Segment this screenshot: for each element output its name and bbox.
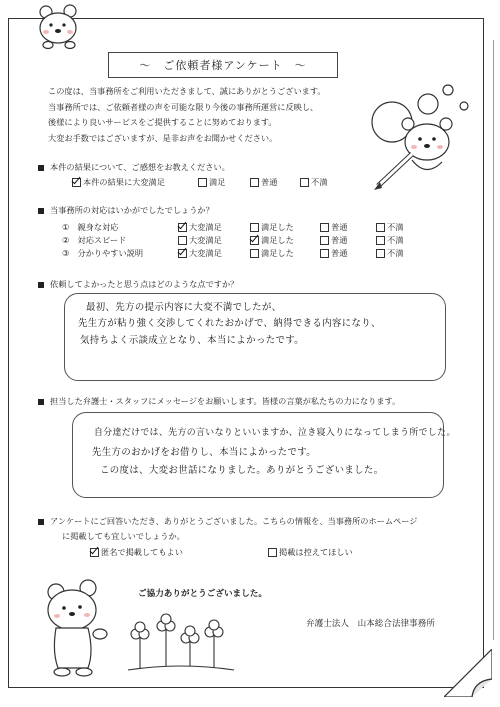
option-label: 満足した (261, 222, 294, 232)
q4-answer-line: 自分達だけでは、先方の言いなりといいますか、泣き寝入りになってしまう所でした。 (94, 428, 456, 438)
checkbox-checked[interactable] (178, 223, 187, 232)
clover-icon (126, 612, 236, 672)
page-title-text: ～ ご依頼者様アンケート ～ (139, 59, 307, 72)
q1-option-dissatisfied[interactable] (300, 177, 327, 188)
q2-row3-dissatisfied[interactable] (376, 248, 403, 259)
q2-row1-very-satisfied[interactable] (178, 222, 222, 233)
option-label: 普通 (331, 222, 348, 232)
q2-row1-normal[interactable] (320, 222, 347, 233)
q2-row3-very-satisfied[interactable] (178, 248, 222, 259)
q5-heading-text: アンケートにご回答いただき、ありがとうございました。こちらの情報を、当事務所のホームページ (50, 516, 418, 526)
checkbox[interactable] (320, 249, 329, 258)
checkbox[interactable] (376, 249, 385, 258)
q2-heading-text: 当事務所の対応はいかがでしたでしょうか？ (50, 205, 214, 215)
q5-option-decline[interactable] (268, 547, 353, 558)
option-label: 匿名で掲載してもよい (101, 547, 183, 557)
sheet-edge (487, 40, 494, 640)
checkbox[interactable] (300, 178, 309, 187)
option-label: 満足した (261, 235, 294, 245)
option-label: 不満 (387, 248, 404, 258)
checkbox-checked[interactable] (72, 178, 81, 187)
page-title (108, 52, 338, 78)
option-label: 満足 (209, 177, 226, 187)
option-label: 普通 (331, 235, 348, 245)
checkbox[interactable] (320, 236, 329, 245)
thanks-message: ご協力ありがとうございました。 (138, 589, 267, 599)
q1-option-very-satisfied[interactable] (72, 177, 165, 188)
intro-text (48, 84, 368, 146)
checkbox-checked[interactable] (178, 249, 187, 258)
checkbox-checked[interactable] (250, 236, 259, 245)
option-label: 満足した (261, 248, 294, 258)
q1-option-normal[interactable] (250, 177, 277, 188)
q2-heading (38, 205, 214, 216)
square-bullet-icon (38, 282, 44, 288)
q2-row3-normal[interactable] (320, 248, 347, 259)
q2-row-label: ① 親身な対応 (62, 222, 119, 232)
q4-answer-line: この度は、大変お世話になりました。ありがとうございました。 (100, 465, 384, 476)
q1-heading (38, 162, 230, 173)
checkbox[interactable] (178, 236, 187, 245)
q2-row3-satisfied[interactable] (250, 248, 294, 259)
option-label: 普通 (331, 248, 348, 258)
page-curl-icon (444, 649, 492, 697)
option-label: 大変満足 (189, 248, 222, 258)
bear-pencil-icon (368, 82, 480, 192)
square-bullet-icon (38, 208, 44, 214)
checkbox[interactable] (268, 548, 277, 557)
q4-answer-line: 先生方のおかげをお借りし、本当によかったです。 (92, 447, 317, 458)
square-bullet-icon (38, 399, 44, 405)
q1-heading-text: 本件の結果について、ご感想をお教えください。 (50, 162, 230, 172)
q2-row1-dissatisfied[interactable] (376, 222, 403, 233)
q4-heading-text: 担当した弁護士・スタッフにメッセージをお願いします。皆様の言葉が私たちの力になります。 (50, 396, 401, 406)
q2-row2-dissatisfied[interactable] (376, 235, 403, 246)
intro-line: この度は、当事務所をご利用いただきまして、誠にありがとうございます。 (48, 86, 326, 96)
square-bullet-icon (38, 165, 44, 171)
q2-row2-satisfied[interactable] (250, 235, 294, 246)
option-label: 掲載は控えてほしい (279, 547, 353, 557)
q2-row-label: ③ 分かりやすい説明 (62, 248, 144, 258)
checkbox[interactable] (250, 223, 259, 232)
q1-option-satisfied[interactable] (198, 177, 225, 188)
q2-row-label: ② 対応スピード (62, 235, 127, 245)
bear-top-icon (34, 4, 86, 50)
bear-bottom-icon (34, 572, 124, 682)
q3-heading-text: 依頼してよかったと思う点はどのような点ですか？ (50, 279, 239, 289)
intro-line: 当事務所では、ご依頼者様の声を可能な限り今後の事務所運営に反映し、 (48, 101, 319, 112)
q3-answer-line: 気持ちよく示談成立となり、本当によかったです。 (80, 335, 305, 346)
checkbox[interactable] (376, 236, 385, 245)
option-label: 大変満足 (189, 235, 222, 245)
option-label: 大変満足 (189, 222, 222, 232)
checkbox[interactable] (320, 223, 329, 232)
option-label: 本件の結果に大変満足 (83, 177, 165, 187)
checkbox[interactable] (250, 249, 259, 258)
firm-name: 弁護士法人 山本総合法律事務所 (306, 619, 435, 629)
checkbox[interactable] (250, 178, 259, 187)
q2-row2-normal[interactable] (320, 235, 347, 246)
option-label: 不満 (311, 177, 328, 187)
q2-row2-very-satisfied[interactable] (178, 235, 222, 246)
q5-heading (38, 516, 417, 527)
intro-line: 後様により良いサービスをご提供することに努めております。 (48, 117, 277, 127)
option-label: 不満 (387, 222, 404, 232)
q3-heading (38, 279, 238, 290)
checkbox[interactable] (198, 178, 207, 187)
square-bullet-icon (38, 519, 44, 525)
checkbox-checked[interactable] (90, 548, 99, 557)
checkbox[interactable] (376, 223, 385, 232)
q2-row1-satisfied[interactable] (250, 222, 294, 233)
intro-line: 大変お手数ではございますが、是非お声をお聞かせください。 (48, 132, 278, 143)
q3-answer-line: 最初、先方の提示内容に大変不満でしたが、 (86, 302, 282, 313)
q4-heading (38, 396, 400, 407)
option-label: 不満 (387, 235, 404, 245)
q5-heading-line2: に掲載しても宜しいでしょうか。 (62, 531, 185, 541)
option-label: 普通 (261, 177, 278, 187)
q5-option-anonymous-ok[interactable] (90, 547, 183, 558)
q3-answer-line: 先生方が粘り強く交渉してくれたおかげで、納得できる内容になり、 (78, 318, 381, 329)
